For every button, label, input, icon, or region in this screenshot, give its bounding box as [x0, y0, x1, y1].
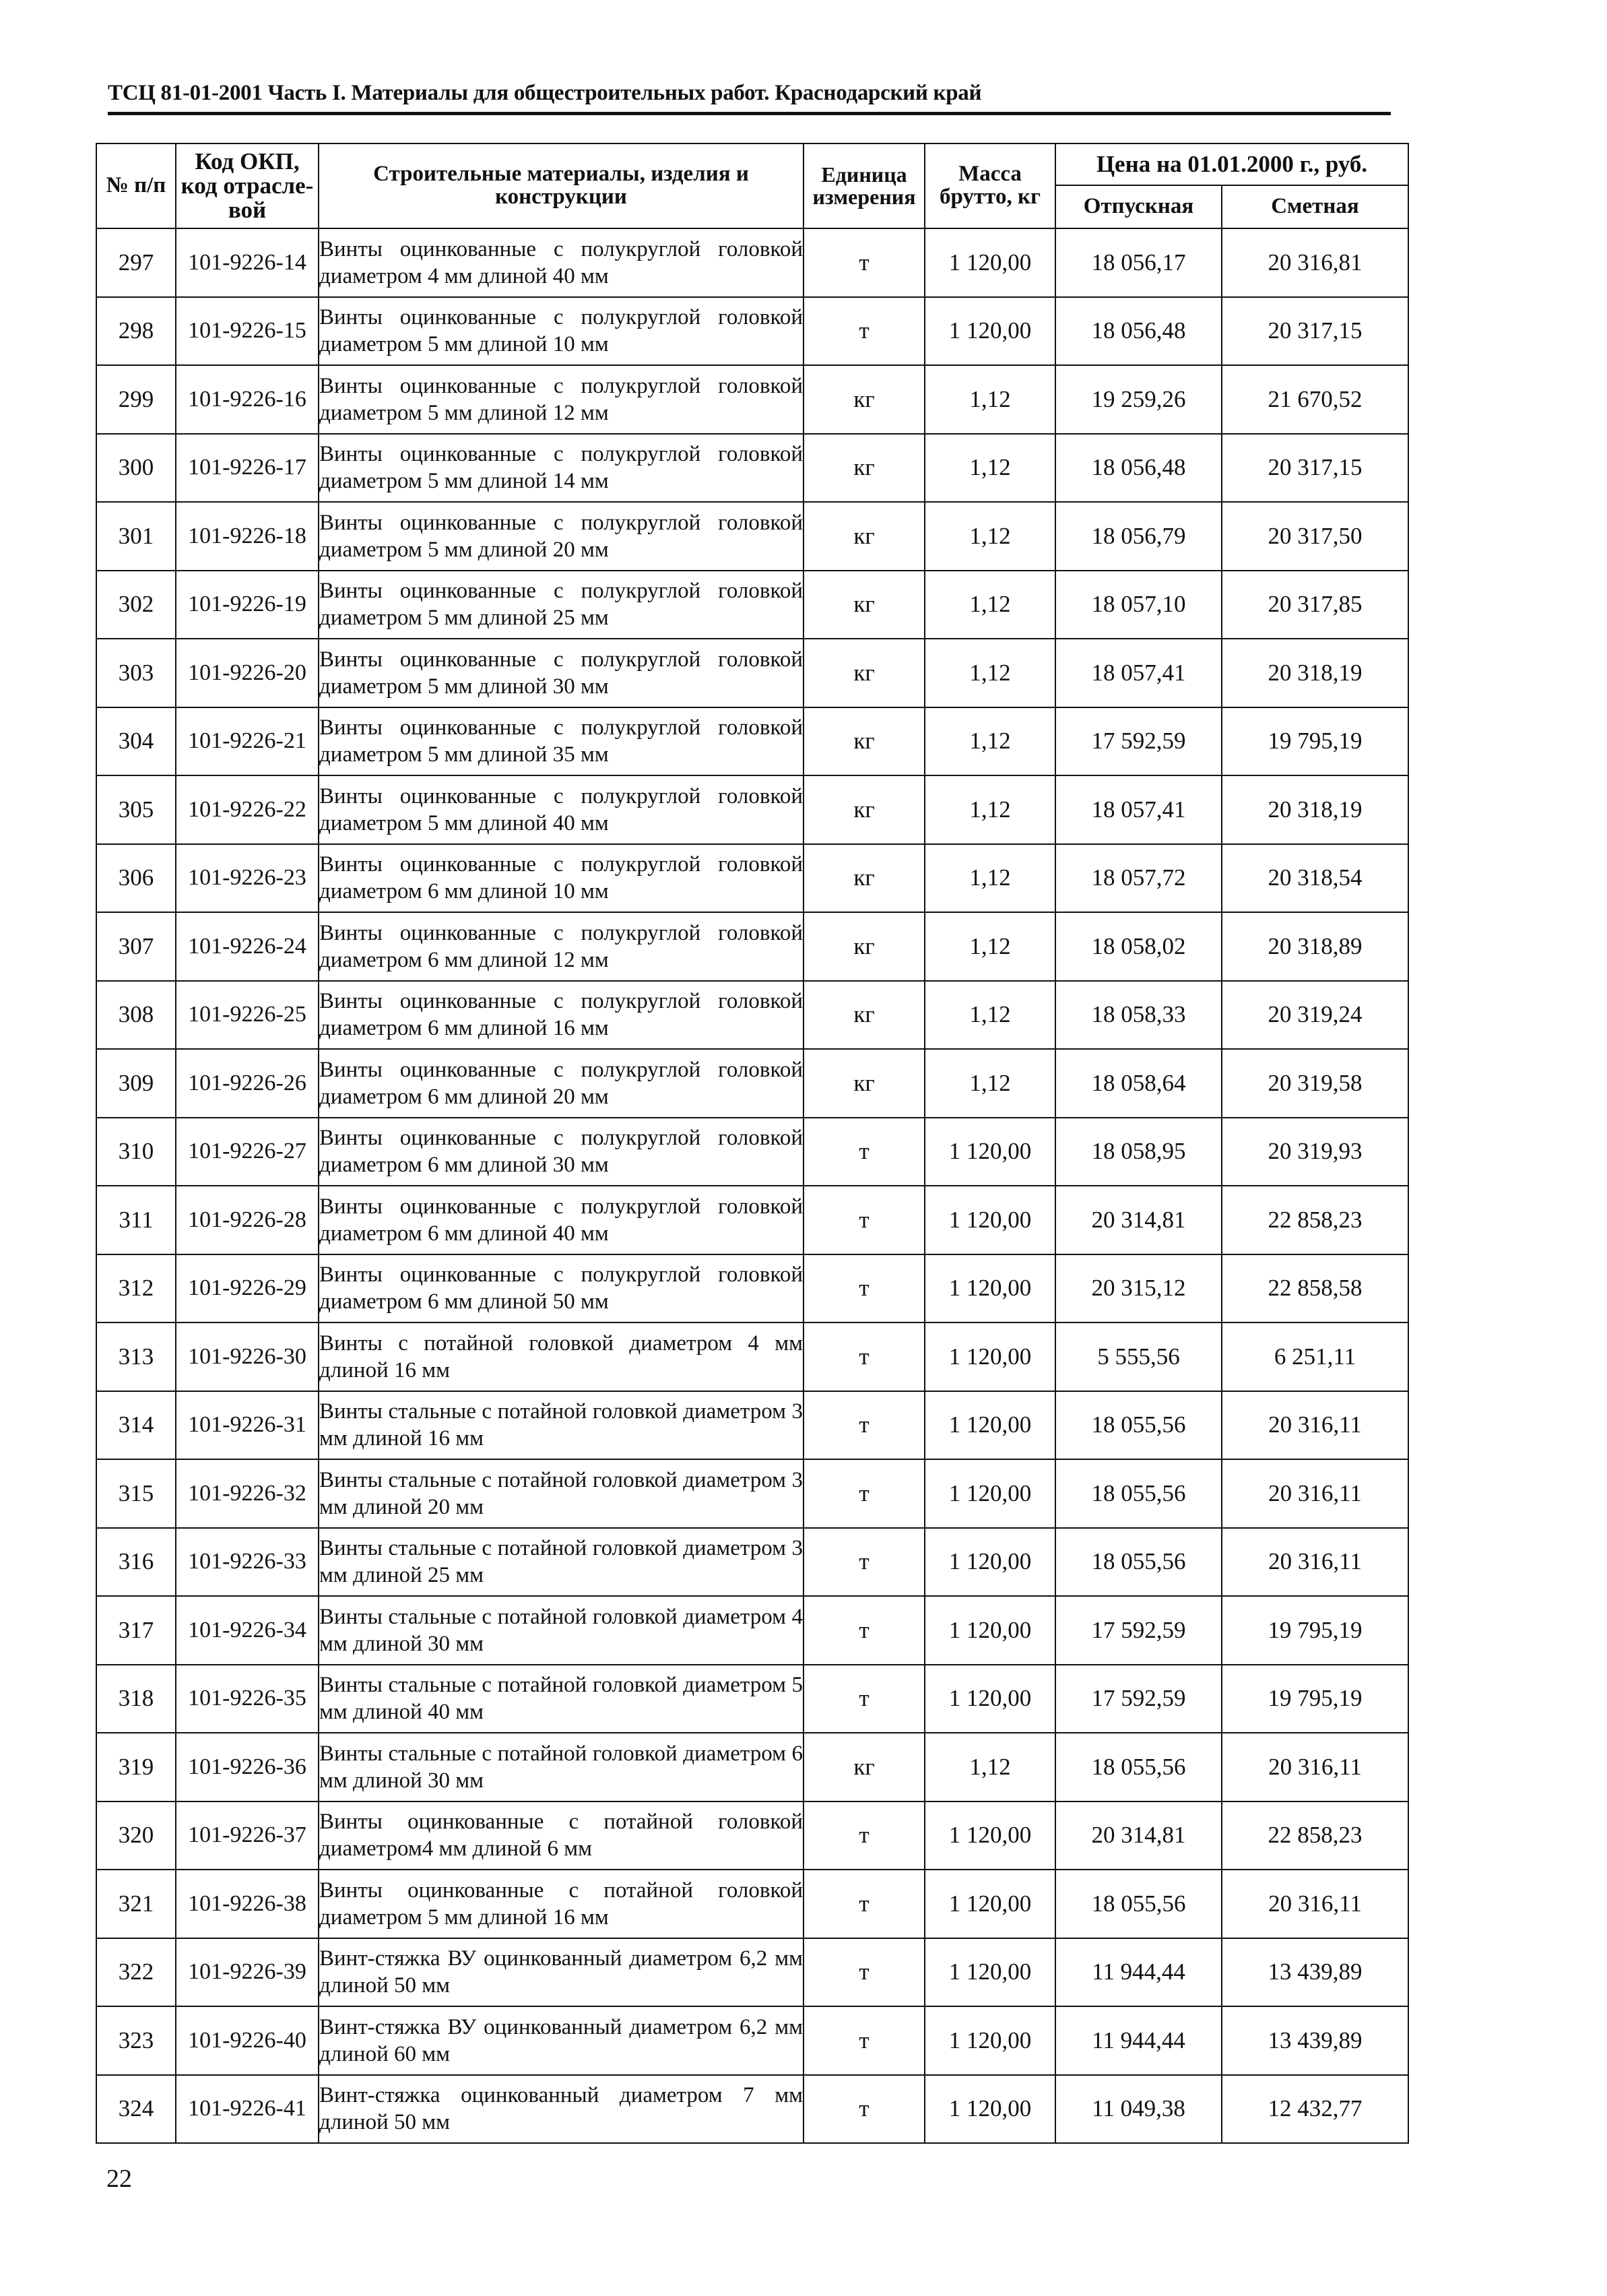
unit-cell: т [804, 1391, 925, 1460]
okp-code-cell: 101-9226-31 [176, 1391, 319, 1460]
release-price-cell: 18 058,02 [1055, 912, 1222, 981]
material-name-cell: Винт-стяжка оцинкованный диаметром 7 мм длиной 50 мм [319, 2075, 804, 2144]
estimate-price-cell: 22 858,23 [1222, 1801, 1408, 1870]
gross-mass-cell: 1,12 [925, 1049, 1055, 1118]
material-name-cell: Винты оцинкованные с полукруглой головкой диаметром 6 мм длиной 30 мм [319, 1118, 804, 1186]
release-price-cell: 18 055,56 [1055, 1528, 1222, 1597]
okp-code-cell: 101-9226-39 [176, 1938, 319, 2007]
row-number-cell: 324 [96, 2075, 176, 2144]
okp-code-cell: 101-9226-22 [176, 775, 319, 844]
release-price-cell: 20 315,12 [1055, 1254, 1222, 1323]
column-header-code: Код ОКП, код отраслевой [176, 144, 319, 228]
material-name-cell: Винты с потайной головкой диаметром 4 мм длиной 16 мм [319, 1322, 804, 1391]
unit-cell: кг [804, 981, 925, 1050]
column-header-name: Строительные материалы, изделия и конструкции [319, 144, 804, 228]
table-row [96, 297, 1408, 366]
material-name-cell: Винты стальные с потайной головкой диаметром 6 мм длиной 30 мм [319, 1733, 804, 1801]
okp-code-cell: 101-9226-21 [176, 707, 319, 776]
estimate-price-cell: 20 317,50 [1222, 502, 1408, 571]
unit-cell: кг [804, 434, 925, 503]
gross-mass-cell: 1 120,00 [925, 2006, 1055, 2075]
unit-cell: т [804, 1254, 925, 1323]
okp-code-cell: 101-9226-34 [176, 1596, 319, 1665]
unit-cell: кг [804, 912, 925, 981]
gross-mass-cell: 1 120,00 [925, 228, 1055, 297]
materials-price-table [96, 143, 1409, 2144]
estimate-price-cell: 20 316,11 [1222, 1391, 1408, 1460]
row-number-cell: 305 [96, 775, 176, 844]
table-row [96, 1596, 1408, 1665]
okp-code-cell: 101-9226-25 [176, 981, 319, 1050]
estimate-price-cell: 19 795,19 [1222, 707, 1408, 776]
table-row [96, 365, 1408, 434]
row-number-cell: 322 [96, 1938, 176, 2007]
gross-mass-cell: 1,12 [925, 365, 1055, 434]
material-name-cell: Винт-стяжка ВУ оцинкованный диаметром 6,2 мм длиной 50 мм [319, 1938, 804, 2007]
table-row [96, 775, 1408, 844]
gross-mass-cell: 1 120,00 [925, 1665, 1055, 1733]
row-number-cell: 308 [96, 981, 176, 1050]
unit-cell: кг [804, 639, 925, 707]
material-name-cell: Винты оцинкованные с потайной головкой диаметром 5 мм длиной 16 мм [319, 1870, 804, 1938]
okp-code-cell: 101-9226-14 [176, 228, 319, 297]
table-row [96, 1186, 1408, 1254]
table-row [96, 1322, 1408, 1391]
okp-code-cell: 101-9226-37 [176, 1801, 319, 1870]
okp-code-cell: 101-9226-41 [176, 2075, 319, 2144]
estimate-price-cell: 20 318,54 [1222, 844, 1408, 913]
estimate-price-cell: 20 316,11 [1222, 1733, 1408, 1801]
release-price-cell: 17 592,59 [1055, 1596, 1222, 1665]
material-name-cell: Винты оцинкованные с полукруглой головкой диаметром 5 мм длиной 30 мм [319, 639, 804, 707]
release-price-cell: 18 056,17 [1055, 228, 1222, 297]
release-price-cell: 18 058,64 [1055, 1049, 1222, 1118]
unit-cell: т [804, 1322, 925, 1391]
unit-cell: т [804, 1938, 925, 2007]
gross-mass-cell: 1 120,00 [925, 2075, 1055, 2144]
okp-code-cell: 101-9226-20 [176, 639, 319, 707]
estimate-price-cell: 19 795,19 [1222, 1596, 1408, 1665]
okp-code-cell: 101-9226-15 [176, 297, 319, 366]
table-row [96, 502, 1408, 571]
gross-mass-cell: 1,12 [925, 707, 1055, 776]
table-row [96, 639, 1408, 707]
gross-mass-cell: 1 120,00 [925, 297, 1055, 366]
estimate-price-cell: 20 317,15 [1222, 297, 1408, 366]
okp-code-cell: 101-9226-18 [176, 502, 319, 571]
table-row [96, 1049, 1408, 1118]
estimate-price-cell: 20 316,11 [1222, 1528, 1408, 1597]
gross-mass-cell: 1,12 [925, 571, 1055, 639]
okp-code-cell: 101-9226-38 [176, 1870, 319, 1938]
estimate-price-cell: 20 316,11 [1222, 1459, 1408, 1528]
table-row [96, 912, 1408, 981]
release-price-cell: 11 944,44 [1055, 2006, 1222, 2075]
estimate-price-cell: 20 316,81 [1222, 228, 1408, 297]
material-name-cell: Винты стальные с потайной головкой диаметром 5 мм длиной 40 мм [319, 1665, 804, 1733]
material-name-cell: Винты оцинкованные с полукруглой головкой диаметром 6 мм длиной 40 мм [319, 1186, 804, 1254]
gross-mass-cell: 1,12 [925, 912, 1055, 981]
unit-cell: кг [804, 1049, 925, 1118]
okp-code-cell: 101-9226-30 [176, 1322, 319, 1391]
release-price-cell: 18 055,56 [1055, 1391, 1222, 1460]
release-price-cell: 18 057,72 [1055, 844, 1222, 913]
okp-code-cell: 101-9226-16 [176, 365, 319, 434]
estimate-price-cell: 20 319,93 [1222, 1118, 1408, 1186]
row-number-cell: 314 [96, 1391, 176, 1460]
column-header-mass: Масса брутто, кг [925, 144, 1055, 228]
estimate-price-cell: 12 432,77 [1222, 2075, 1408, 2144]
row-number-cell: 297 [96, 228, 176, 297]
gross-mass-cell: 1,12 [925, 502, 1055, 571]
row-number-cell: 303 [96, 639, 176, 707]
table-row [96, 844, 1408, 913]
table-row [96, 1870, 1408, 1938]
estimate-price-cell: 13 439,89 [1222, 2006, 1408, 2075]
table-row [96, 1118, 1408, 1186]
gross-mass-cell: 1,12 [925, 1733, 1055, 1801]
unit-cell: т [804, 1528, 925, 1597]
estimate-price-cell: 22 858,23 [1222, 1186, 1408, 1254]
table-row [96, 707, 1408, 776]
estimate-price-cell: 19 795,19 [1222, 1665, 1408, 1733]
unit-cell: т [804, 297, 925, 366]
gross-mass-cell: 1 120,00 [925, 1938, 1055, 2007]
estimate-price-cell: 20 318,19 [1222, 775, 1408, 844]
estimate-price-cell: 21 670,52 [1222, 365, 1408, 434]
estimate-price-cell: 13 439,89 [1222, 1938, 1408, 2007]
material-name-cell: Винты оцинкованные с полукруглой головкой диаметром 6 мм длиной 12 мм [319, 912, 804, 981]
gross-mass-cell: 1,12 [925, 775, 1055, 844]
row-number-cell: 310 [96, 1118, 176, 1186]
row-number-cell: 321 [96, 1870, 176, 1938]
release-price-cell: 18 055,56 [1055, 1459, 1222, 1528]
material-name-cell: Винты оцинкованные с полукруглой головкой диаметром 6 мм длиной 50 мм [319, 1254, 804, 1323]
material-name-cell: Винты стальные с потайной головкой диаметром 3 мм длиной 25 мм [319, 1528, 804, 1597]
unit-cell: т [804, 1870, 925, 1938]
row-number-cell: 315 [96, 1459, 176, 1528]
table-row [96, 1801, 1408, 1870]
material-name-cell: Винты оцинкованные с потайной головкой диаметром4 мм длиной 6 мм [319, 1801, 804, 1870]
column-header-num: № п/п [96, 144, 176, 228]
release-price-cell: 18 057,10 [1055, 571, 1222, 639]
table-row [96, 1391, 1408, 1460]
estimate-price-cell: 20 317,15 [1222, 434, 1408, 503]
unit-cell: кг [804, 365, 925, 434]
material-name-cell: Винты оцинкованные с полукруглой головкой диаметром 4 мм длиной 40 мм [319, 228, 804, 297]
row-number-cell: 317 [96, 1596, 176, 1665]
gross-mass-cell: 1 120,00 [925, 1118, 1055, 1186]
table-row [96, 1938, 1408, 2007]
okp-code-cell: 101-9226-17 [176, 434, 319, 503]
unit-cell: кг [804, 502, 925, 571]
row-number-cell: 306 [96, 844, 176, 913]
estimate-price-cell: 20 319,24 [1222, 981, 1408, 1050]
okp-code-cell: 101-9226-27 [176, 1118, 319, 1186]
table-row [96, 1665, 1408, 1733]
material-name-cell: Винты оцинкованные с полукруглой головкой диаметром 5 мм длиной 25 мм [319, 571, 804, 639]
column-header-price-group: Цена на 01.01.2000 г., руб. [1055, 144, 1408, 185]
material-name-cell: Винты оцинкованные с полукруглой головкой диаметром 5 мм длиной 14 мм [319, 434, 804, 503]
material-name-cell: Винт-стяжка ВУ оцинкованный диаметром 6,2 мм длиной 60 мм [319, 2006, 804, 2075]
gross-mass-cell: 1 120,00 [925, 1322, 1055, 1391]
gross-mass-cell: 1 120,00 [925, 1254, 1055, 1323]
table-row [96, 2006, 1408, 2075]
release-price-cell: 19 259,26 [1055, 365, 1222, 434]
unit-cell: т [804, 1459, 925, 1528]
row-number-cell: 319 [96, 1733, 176, 1801]
column-header-release-price: Отпускная [1055, 185, 1222, 228]
table-row [96, 1528, 1408, 1597]
release-price-cell: 17 592,59 [1055, 1665, 1222, 1733]
gross-mass-cell: 1,12 [925, 844, 1055, 913]
gross-mass-cell: 1,12 [925, 639, 1055, 707]
material-name-cell: Винты оцинкованные с полукруглой головкой диаметром 5 мм длиной 40 мм [319, 775, 804, 844]
okp-code-cell: 101-9226-35 [176, 1665, 319, 1733]
estimate-price-cell: 20 318,19 [1222, 639, 1408, 707]
unit-cell: т [804, 1801, 925, 1870]
row-number-cell: 302 [96, 571, 176, 639]
material-name-cell: Винты стальные с потайной головкой диаметром 3 мм длиной 16 мм [319, 1391, 804, 1460]
material-name-cell: Винты оцинкованные с полукруглой головкой диаметром 5 мм длиной 12 мм [319, 365, 804, 434]
table-row [96, 1459, 1408, 1528]
table-row [96, 981, 1408, 1050]
gross-mass-cell: 1 120,00 [925, 1596, 1055, 1665]
release-price-cell: 18 056,48 [1055, 434, 1222, 503]
okp-code-cell: 101-9226-32 [176, 1459, 319, 1528]
gross-mass-cell: 1,12 [925, 434, 1055, 503]
estimate-price-cell: 20 318,89 [1222, 912, 1408, 981]
row-number-cell: 320 [96, 1801, 176, 1870]
gross-mass-cell: 1 120,00 [925, 1391, 1055, 1460]
release-price-cell: 17 592,59 [1055, 707, 1222, 776]
gross-mass-cell: 1,12 [925, 981, 1055, 1050]
material-name-cell: Винты оцинкованные с полукруглой головкой диаметром 6 мм длиной 20 мм [319, 1049, 804, 1118]
gross-mass-cell: 1 120,00 [925, 1186, 1055, 1254]
row-number-cell: 323 [96, 2006, 176, 2075]
unit-cell: кг [804, 775, 925, 844]
row-number-cell: 299 [96, 365, 176, 434]
table-row [96, 571, 1408, 639]
row-number-cell: 301 [96, 502, 176, 571]
unit-cell: кг [804, 707, 925, 776]
release-price-cell: 18 056,48 [1055, 297, 1222, 366]
row-number-cell: 316 [96, 1528, 176, 1597]
estimate-price-cell: 20 319,58 [1222, 1049, 1408, 1118]
okp-code-cell: 101-9226-36 [176, 1733, 319, 1801]
release-price-cell: 20 314,81 [1055, 1186, 1222, 1254]
unit-cell: т [804, 228, 925, 297]
column-header-estimate-price: Сметная [1222, 185, 1408, 228]
release-price-cell: 11 944,44 [1055, 1938, 1222, 2007]
table-row [96, 228, 1408, 297]
unit-cell: т [804, 1596, 925, 1665]
okp-code-cell: 101-9226-29 [176, 1254, 319, 1323]
release-price-cell: 20 314,81 [1055, 1801, 1222, 1870]
release-price-cell: 11 049,38 [1055, 2075, 1222, 2144]
unit-cell: т [804, 2075, 925, 2144]
material-name-cell: Винты стальные с потайной головкой диаметром 3 мм длиной 20 мм [319, 1459, 804, 1528]
row-number-cell: 312 [96, 1254, 176, 1323]
okp-code-cell: 101-9226-23 [176, 844, 319, 913]
okp-code-cell: 101-9226-40 [176, 2006, 319, 2075]
row-number-cell: 304 [96, 707, 176, 776]
table-row [96, 434, 1408, 503]
unit-cell: т [804, 2006, 925, 2075]
estimate-price-cell: 20 316,11 [1222, 1870, 1408, 1938]
header-rule [108, 112, 1391, 115]
release-price-cell: 18 055,56 [1055, 1870, 1222, 1938]
okp-code-cell: 101-9226-26 [176, 1049, 319, 1118]
gross-mass-cell: 1 120,00 [925, 1870, 1055, 1938]
release-price-cell: 5 555,56 [1055, 1322, 1222, 1391]
gross-mass-cell: 1 120,00 [925, 1459, 1055, 1528]
unit-cell: т [804, 1118, 925, 1186]
material-name-cell: Винты оцинкованные с полукруглой головкой диаметром 5 мм длиной 20 мм [319, 502, 804, 571]
estimate-price-cell: 6 251,11 [1222, 1322, 1408, 1391]
page-number: 22 [106, 2165, 132, 2193]
estimate-price-cell: 20 317,85 [1222, 571, 1408, 639]
release-price-cell: 18 055,56 [1055, 1733, 1222, 1801]
release-price-cell: 18 058,95 [1055, 1118, 1222, 1186]
release-price-cell: 18 057,41 [1055, 775, 1222, 844]
material-name-cell: Винты оцинкованные с полукруглой головкой диаметром 6 мм длиной 10 мм [319, 844, 804, 913]
release-price-cell: 18 057,41 [1055, 639, 1222, 707]
page-header: ТСЦ 81-01-2001 Часть I. Материалы для общестроительных работ. Краснодарский край [108, 81, 982, 105]
table-row [96, 2075, 1408, 2144]
release-price-cell: 18 056,79 [1055, 502, 1222, 571]
unit-cell: кг [804, 571, 925, 639]
okp-code-cell: 101-9226-24 [176, 912, 319, 981]
row-number-cell: 298 [96, 297, 176, 366]
material-name-cell: Винты оцинкованные с полукруглой головкой диаметром 5 мм длиной 35 мм [319, 707, 804, 776]
unit-cell: т [804, 1186, 925, 1254]
okp-code-cell: 101-9226-19 [176, 571, 319, 639]
row-number-cell: 318 [96, 1665, 176, 1733]
row-number-cell: 309 [96, 1049, 176, 1118]
unit-cell: т [804, 1665, 925, 1733]
okp-code-cell: 101-9226-33 [176, 1528, 319, 1597]
estimate-price-cell: 22 858,58 [1222, 1254, 1408, 1323]
material-name-cell: Винты стальные с потайной головкой диаметром 4 мм длиной 30 мм [319, 1596, 804, 1665]
material-name-cell: Винты оцинкованные с полукруглой головкой диаметром 5 мм длиной 10 мм [319, 297, 804, 366]
column-header-unit: Единица измерения [804, 144, 925, 228]
row-number-cell: 307 [96, 912, 176, 981]
material-name-cell: Винты оцинкованные с полукруглой головкой диаметром 6 мм длиной 16 мм [319, 981, 804, 1050]
row-number-cell: 311 [96, 1186, 176, 1254]
table-row [96, 1733, 1408, 1801]
row-number-cell: 300 [96, 434, 176, 503]
table-row [96, 1254, 1408, 1323]
release-price-cell: 18 058,33 [1055, 981, 1222, 1050]
unit-cell: кг [804, 844, 925, 913]
unit-cell: кг [804, 1733, 925, 1801]
gross-mass-cell: 1 120,00 [925, 1528, 1055, 1597]
row-number-cell: 313 [96, 1322, 176, 1391]
okp-code-cell: 101-9226-28 [176, 1186, 319, 1254]
gross-mass-cell: 1 120,00 [925, 1801, 1055, 1870]
